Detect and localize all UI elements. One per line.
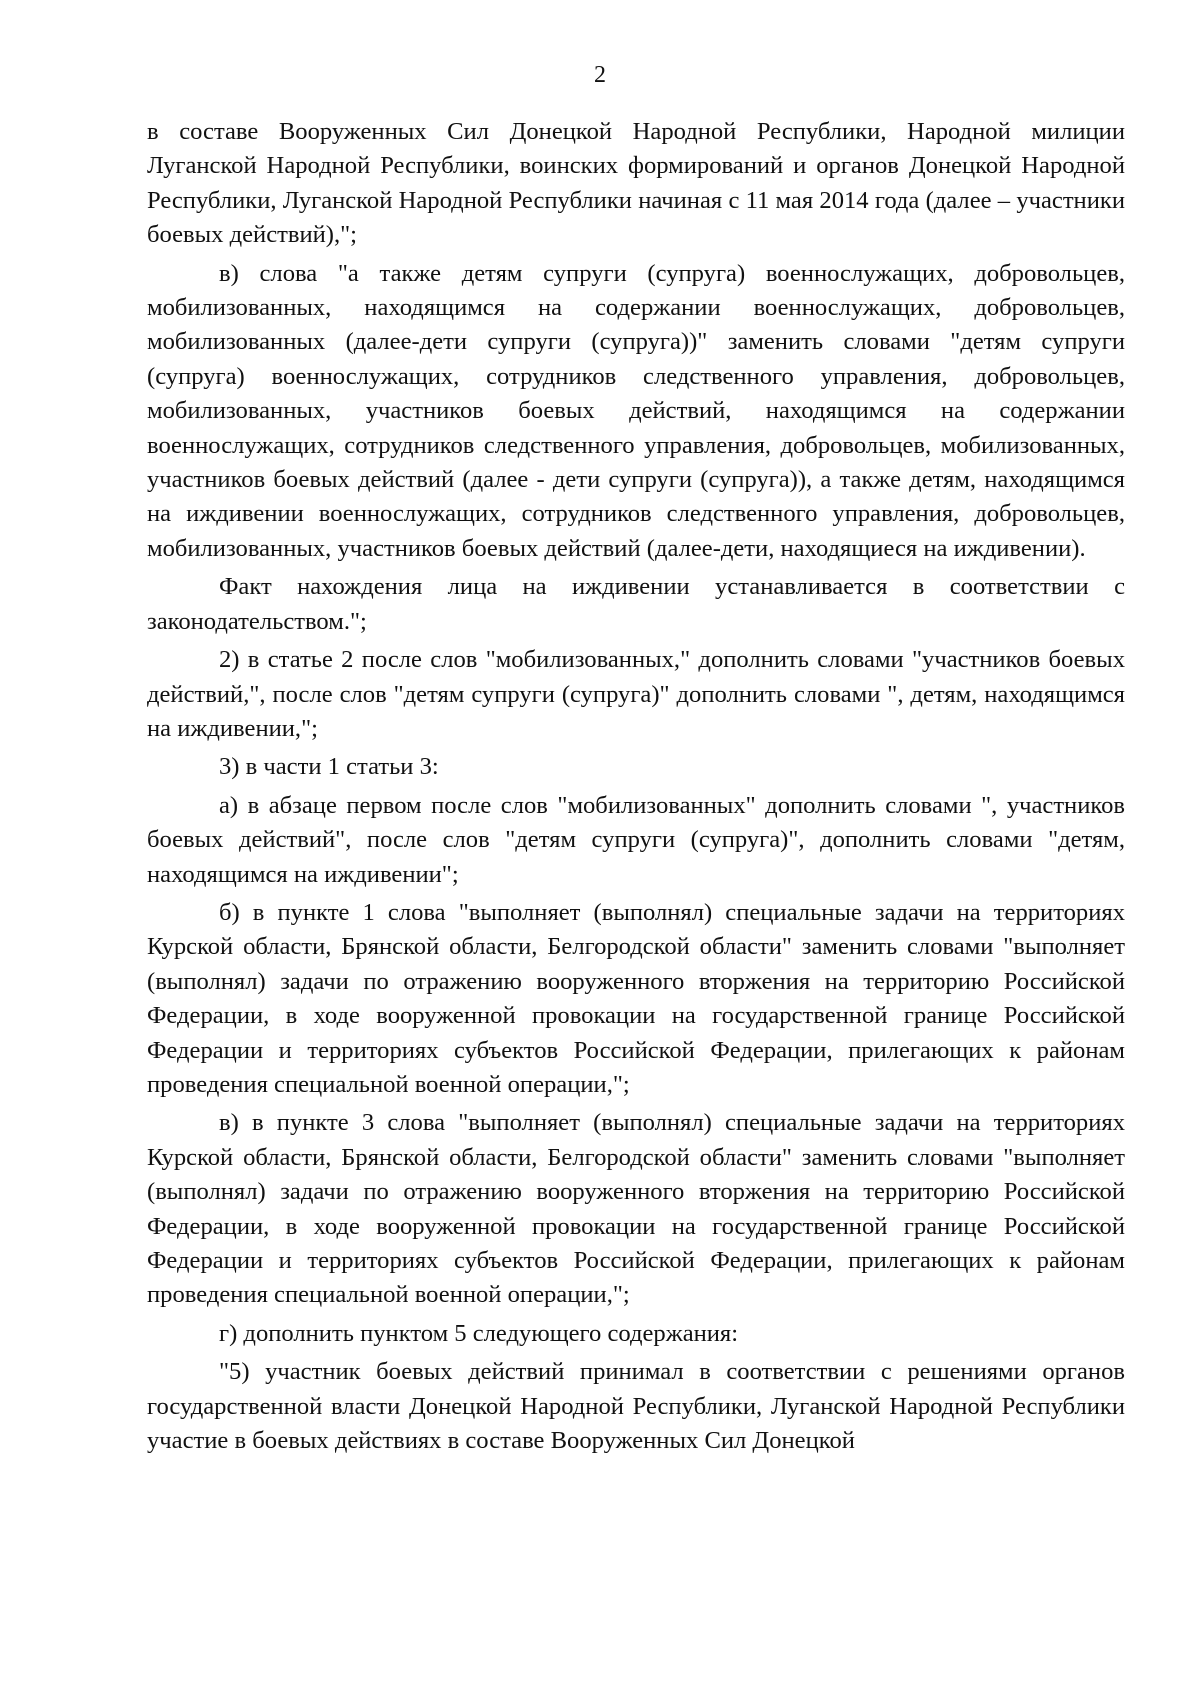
paragraph-dependency-fact: Факт нахождения лица на иждивении устанавливается в соответствии с законодательством."; <box>147 573 1125 635</box>
paragraph-item-5-quote: "5) участник боевых действий принимал в соответствии с решениями органов государственной власти Донецкой Народной Республики, Луганской Народной Республики участие в боевых действиях в составе Вооруженных Сил Донецкой <box>147 1358 1125 1455</box>
paragraph-item-v-words: в) слова "а также детям супруги (супруга) военнослужащих, добровольцев, мобилизованных, находящимся на содержании военнослужащих, добровольцев, мобилизованных (далее-дети супруги (супруга))" заменить словами "детям супруги (супруга) военнослужащих, сотрудников следственного управления, добровольцев, мобилизованных, участников боевых действий, находящимся на содержании военнослужащих, сотрудников следственного управления, добровольцев, мобилизованных, участников боевых действий (далее - дети супруги (супруга)), а также детям, находящимся на иждивении военнослужащих, сотрудников следственного управления, добровольцев, мобилизованных, участников боевых действий (далее-дети, находящиеся на иждивении). <box>147 259 1125 562</box>
paragraph-continuation: в составе Вооруженных Сил Донецкой Народной Республики, Народной милиции Луганской Народной Республики, воинских формирований и органов Донецкой Народной Республики, Луганской Народной Республики начиная с 11 мая 2014 года (далее – участники боевых действий),"; <box>147 118 1125 249</box>
page-number: 2 <box>594 62 606 88</box>
paragraph-item-3: 3) в части 1 статьи 3: <box>219 753 439 781</box>
paragraph-item-3a: а) в абзаце первом после слов "мобилизованных" дополнить словами ", участников боевых действий", после слов "детям супруги (супруга)", дополнить словами "детям, находящимся на иждивении"; <box>147 791 1125 888</box>
paragraph-item-3g: г) дополнить пунктом 5 следующего содержания: <box>219 1319 739 1347</box>
paragraph-item-3v: в) в пункте 3 слова "выполняет (выполнял) специальные задачи на территориях Курской области, Брянской области, Белгородской области" заменить словами "выполняет (выполнял) задачи по отражению вооруженного вторжения на территорию Российской Федерации, в ходе вооруженной провокации на государственной границе Российской Федерации и территориях субъектов Российской Федерации, прилегающих к районам проведения специальной военной операции,"; <box>147 1109 1125 1309</box>
paragraph-item-3b: б) в пункте 1 слова "выполняет (выполнял) специальные задачи на территориях Курской области, Брянской области, Белгородской области" заменить словами "выполняет (выполнял) задачи по отражению вооруженного вторжения на территорию Российской Федерации, в ходе вооруженной провокации на государственной границе Российской Федерации и территориях субъектов Российской Федерации, прилегающих к районам проведения специальной военной операции,"; <box>147 898 1125 1098</box>
paragraph-item-2: 2) в статье 2 после слов "мобилизованных," дополнить словами "участников боевых действий,", после слов "детям супруги (супруга)" дополнить словами ", детям, находящимся на иждивении,"; <box>147 646 1125 742</box>
document-body <box>147 115 1125 1462</box>
